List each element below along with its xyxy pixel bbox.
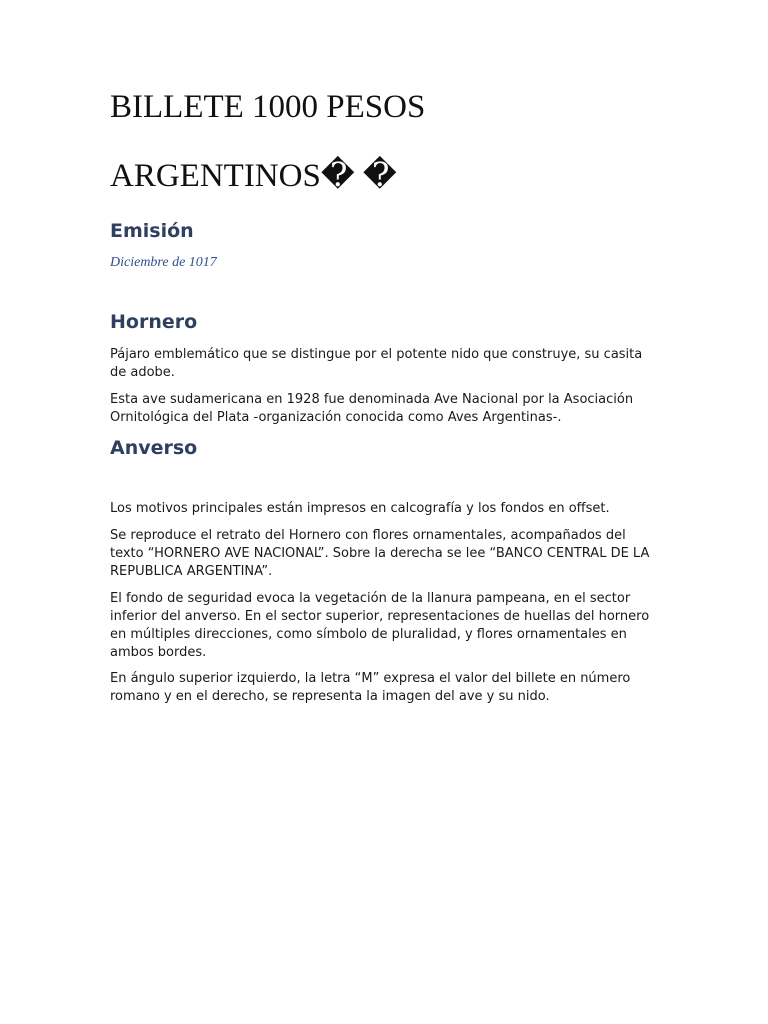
- anverso-paragraph-2: Se reproduce el retrato del Hornero con flores ornamentales, acompañados del texto “HORNERO AVE NACIONAL”. Sobre la derecha se lee “BANCO CENTRAL DE LA REPUBLICA ARGENTINA”.: [110, 528, 650, 579]
- hornero-paragraph-2: Esta ave sudamericana en 1928 fue denominada Ave Nacional por la Asociación Ornitológica del Plata -organización conocida como Aves Argentinas-.: [110, 392, 634, 425]
- heading-hornero: Hornero: [110, 311, 198, 333]
- document-title-line-2: ARGENTINOS� �: [110, 158, 397, 194]
- anverso-paragraph-4: En ángulo superior izquierdo, la letra “M” expresa el valor del billete en número romano y en el derecho, se representa la imagen del ave y su nido.: [110, 671, 631, 704]
- hornero-paragraph-1: Pájaro emblemático que se distingue por el potente nido que construye, su casita de adobe.: [110, 347, 643, 380]
- document-title-line-1: BILLETE 1000 PESOS: [110, 89, 426, 125]
- heading-emision: Emisión: [110, 220, 194, 242]
- heading-anverso: Anverso: [110, 437, 198, 459]
- anverso-paragraph-1: Los motivos principales están impresos en calcografía y los fondos en offset.: [110, 501, 610, 516]
- anverso-paragraph-3: El fondo de seguridad evoca la vegetación de la llanura pampeana, en el sector inferior del anverso. En el sector superior, representaciones de huellas del hornero en múltiples direcciones, como símbolo de pluralidad, y flores ornamentales en ambos bordes.: [110, 591, 650, 660]
- emision-date: Diciembre de 1017: [110, 255, 217, 270]
